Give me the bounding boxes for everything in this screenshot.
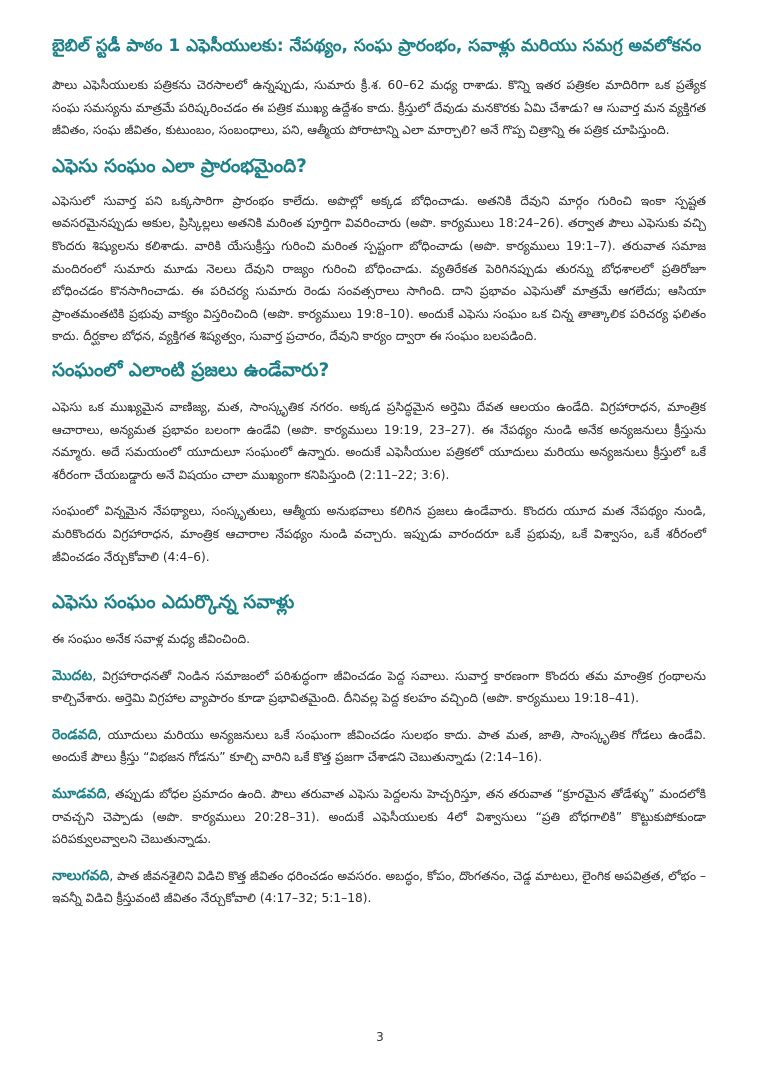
section-people-paragraph-2: సంఘంలో విన్నమైన నేపథ్యాలు, సంస్కృతులు, ఆత్మీయ అనుభవాలు కలిగిన ప్రజలు ఉండేవారు. కొందరు యూద మత నేపథ్యం నుండి, మరికొందరు విగ్రహారాధన, మాంత్రిక ఆచారాల నేపథ్యం నుండి వచ్చారు. ఇప్పుడు వారందరూ ఒకే ప్రభువు, ఒకే విశ్వాసం, ఒకే శరీరంలో జీవించడం నేర్చుకోవాలి (4:4–6). [52, 504, 706, 564]
page-title: బైబిల్ స్టడీ పాఠం 1 ఎఫెసీయులకు: నేపథ్యం, సంఘ ప్రారంభం, సవాళ్లు మరియు సమగ్ర అవలోకనం [52, 36, 702, 56]
challenge-text: , తప్పుడు బోధల ప్రమాదం ఉంది. పౌలు తరువాత ఎఫెసు పెద్దలను హెచ్చరిస్తూ, తన తరువాత “క్రూరమైన తోడేళ్ళు” మందలోకి రావచ్చని చెప్పాడు (అపొ. కార్యములు 20:28–31). అందుకే ఎఫెసీయులకు 4లో విశ్వాసులు “ప్రతి బోధగాలికి” కొట్టుకుపోకుండా పరిపక్వులవ్వాలని చెబుతున్నాడు. [52, 787, 706, 847]
challenge-text: , పాత జీవనశైలిని విడిచి కొత్త జీవితం ధరించడం అవసరం. అబద్ధం, కోపం, దొంగతనం, చెడ్డ మాటలు, లైంగిక అపవిత్రత, లోభం – ఇవన్నీ విడిచి క్రీస్తువంటి జీవితం నేర్చుకోవాలి (4:17–32; 5:1–18). [52, 868, 706, 906]
challenge-lead: మూడవది [52, 786, 107, 803]
section-heading-people: సంఘంలో ఎలాంటి ప్రజలు ఉండేవారు? [52, 359, 330, 381]
challenge-item [52, 665, 706, 710]
intro-paragraph: పౌలు ఎఫెసీయులకు పత్రికను చెరసాలలో ఉన్నప్పుడు, సుమారు క్రీ.శ. 60–62 మధ్య రాశాడు. కొన్ని ఇతర పత్రికల మాదిరిగా ఒక ప్రత్యేక సంఘ సమస్యను మాత్రమే పరిష్కరించడం ఈ పత్రిక ముఖ్య ఉద్దేశం కాదు. క్రీస్తులో దేవుడు మనకొరకు ఏమి చేశాడు? ఆ సువార్త మన వ్యక్తిగత జీవితం, సంఘ జీవితం, కుటుంబం, సంబంధాలు, పని, ఆత్మీయ పోరాటాన్ని ఎలా మార్చాలి? అనే గొప్ప చిత్రాన్ని ఈ పత్రిక చూపిస్తుంది. [52, 78, 706, 138]
section-challenges-intro: ఈ సంఘం అనేక సవాళ్ల మధ్య జీవించింది. [52, 632, 251, 647]
challenge-lead: నాలుగవది [52, 867, 110, 884]
section-heading-church-start: ఎఫెసు సంఘం ఎలా ప్రారంభమైంది? [52, 155, 307, 177]
section-heading-challenges: ఎఫెసు సంఘం ఎదుర్కొన్న సవాళ్లు [52, 592, 295, 614]
challenge-text: , విగ్రహారాధనతో నిండిన సమాజంలో పరిశుద్ధంగా జీవించడం పెద్ద సవాలు. సువార్త కారణంగా కొందరు తమ మాంత్రిక గ్రంథాలను కాల్చివేశారు. అర్తెమి విగ్రహాల వ్యాపారం కూడా ప్రభావితమైంది. దీనివల్ల పెద్ద కలహం వచ్చింది (అపొ. కార్యములు 19:18–41). [52, 668, 706, 706]
challenge-lead: రెండవది [52, 726, 98, 743]
challenge-text: , యూదులు మరియు అన్యజనులు ఒకే సంఘంగా జీవించడం సులభం కాదు. పాత మత, జాతి, సాంస్కృతిక గోడలు ఉండేవి. అందుకే పౌలు క్రీస్తు “విభజన గోడను” కూల్చి వారిని ఒకే కొత్త ప్రజగా చేశాడని చెబుతున్నాడు (2:14–16). [52, 727, 706, 765]
challenge-item [52, 724, 706, 769]
page-number: 3 [376, 1030, 384, 1044]
section-church-start-body: ఎఫెసులో సువార్త పని ఒక్కసారిగా ప్రారంభం కాలేదు. అపొల్లో అక్కడ బోధించాడు. అతనికి దేవుని మార్గం గురించి ఇంకా స్పష్టత అవసరమైనప్పుడు అకుల, ప్రిస్కిల్లలు అతనికి మరింత పూర్తిగా వివరించారు (అపొ. కార్యములు 18:24–26). తర్వాత పౌలు ఎఫెసుకు వచ్చి కొందరు శిష్యులను కలిశాడు. వారికి యేసుక్రీస్తు గురించి మరింత స్పష్టంగా బోధించాడు (అపొ. కార్యములు 19:1–7). తరువాత సమాజ మందిరంలో సుమారు మూడు నెలలు దేవుని రాజ్యం గురించి బోధించాడు. వ్యతిరేకత పెరిగినప్పుడు తురన్ను బోధశాలలో ప్రతిరోజూ బోధించడం కొనసాగించాడు. ఈ పరిచర్య సుమారు రెండు సంవత్సరాలు సాగింది. దాని ప్రభావం ఎఫెసుతో మాత్రమే ఆగలేదు; ఆసియా ప్రాంతమంతటికి ప్రభువు వాక్యం విస్తరించింది (అపొ. కార్యములు 19:8–10). అందుకే ఎఫెసు సంఘం ఒక చిన్న తాత్కాలిక పరిచర్య ఫలితం కాదు. దీర్ఘకాల బోధన, వ్యక్తిగత శిష్యత్వం, సువార్త ప్రచారం, దేవుని కార్యం ద్వారా ఈ సంఘం బలపడింది. [52, 193, 706, 344]
challenge-item [52, 783, 706, 851]
challenge-lead: మొదట [52, 667, 93, 684]
section-people-paragraph-1: ఎఫెసు ఒక ముఖ్యమైన వాణిజ్య, మత, సాంస్కృతిక నగరం. అక్కడ ప్రసిద్ధమైన అర్తెమి దేవత ఆలయం ఉండేది. విగ్రహారాధన, మాంత్రిక ఆచారాలు, అన్యమత ప్రభావం బలంగా ఉండేవి (అపొ. కార్యములు 19:19, 23–27). ఈ నేపథ్యం నుండి అనేక అన్యజనులు క్రీస్తును నమ్మారు. అదే సమయంలో యూదులూ సంఘంలో ఉన్నారు. అందుకే ఎఫెసీయుల పత్రికలో యూదులు మరియు అన్యజనులు క్రీస్తులో ఒకే శరీరంగా చేయబడ్డారు అనే విషయం చాలా ముఖ్యంగా కనిపిస్తుంది (2:11–22; 3:6). [52, 399, 706, 482]
challenge-item [52, 865, 706, 910]
